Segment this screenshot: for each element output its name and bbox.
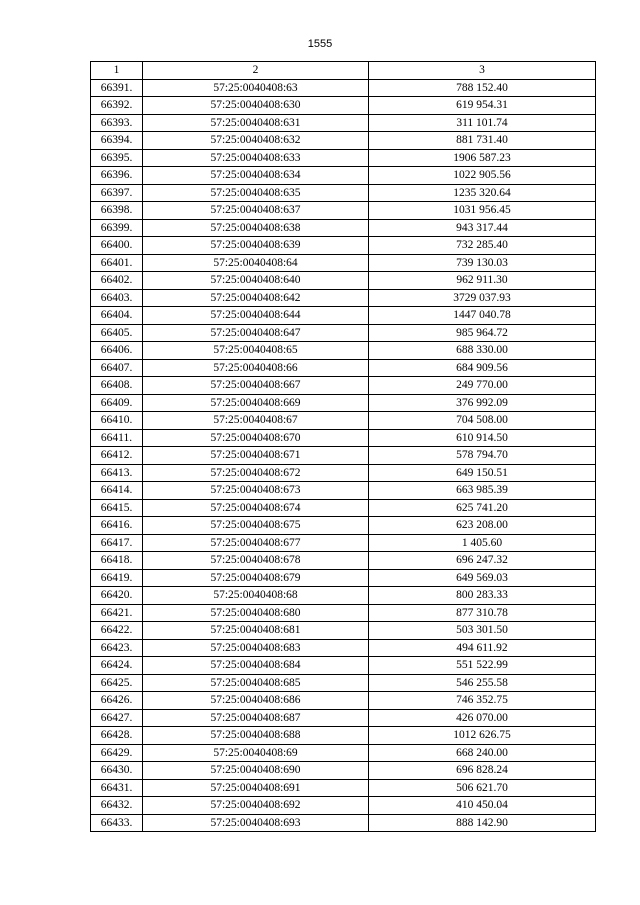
cadastral-number-cell: 57:25:0040408:632 [143, 132, 369, 150]
value-cell: 704 508.00 [369, 412, 596, 430]
row-number-cell: 66402. [91, 272, 143, 290]
column-header: 1 [91, 62, 143, 80]
table-row [91, 132, 596, 150]
table-row [91, 237, 596, 255]
value-cell: 649 569.03 [369, 569, 596, 587]
table-row [91, 377, 596, 395]
value-cell: 684 909.56 [369, 359, 596, 377]
table-row [91, 394, 596, 412]
table-row [91, 184, 596, 202]
row-number-cell: 66428. [91, 727, 143, 745]
table-row [91, 499, 596, 517]
table-row [91, 779, 596, 797]
table-row [91, 604, 596, 622]
value-cell: 619 954.31 [369, 97, 596, 115]
row-number-cell: 66421. [91, 604, 143, 622]
value-cell: 943 317.44 [369, 219, 596, 237]
row-number-cell: 66397. [91, 184, 143, 202]
row-number-cell: 66391. [91, 79, 143, 97]
row-number-cell: 66422. [91, 622, 143, 640]
table-row [91, 167, 596, 185]
table-row [91, 114, 596, 132]
cadastral-number-cell: 57:25:0040408:642 [143, 289, 369, 307]
cadastral-number-cell: 57:25:0040408:637 [143, 202, 369, 220]
row-number-cell: 66425. [91, 674, 143, 692]
table-body [91, 79, 596, 832]
cadastral-number-cell: 57:25:0040408:639 [143, 237, 369, 255]
value-cell: 1447 040.78 [369, 307, 596, 325]
cadastral-number-cell: 57:25:0040408:647 [143, 324, 369, 342]
cadastral-number-cell: 57:25:0040408:684 [143, 657, 369, 675]
cadastral-number-cell: 57:25:0040408:685 [143, 674, 369, 692]
cadastral-number-cell: 57:25:0040408:640 [143, 272, 369, 290]
value-cell: 546 255.58 [369, 674, 596, 692]
row-number-cell: 66405. [91, 324, 143, 342]
cadastral-number-cell: 57:25:0040408:633 [143, 149, 369, 167]
cadastral-number-cell: 57:25:0040408:680 [143, 604, 369, 622]
row-number-cell: 66408. [91, 377, 143, 395]
row-number-cell: 66427. [91, 709, 143, 727]
cadastral-number-cell: 57:25:0040408:644 [143, 307, 369, 325]
table-row [91, 429, 596, 447]
cadastral-number-cell: 57:25:0040408:631 [143, 114, 369, 132]
cadastral-number-cell: 57:25:0040408:669 [143, 394, 369, 412]
row-number-cell: 66426. [91, 692, 143, 710]
row-number-cell: 66419. [91, 569, 143, 587]
cadastral-number-cell: 57:25:0040408:674 [143, 499, 369, 517]
table-row [91, 97, 596, 115]
cadastral-number-cell: 57:25:0040408:693 [143, 814, 369, 832]
table-row [91, 324, 596, 342]
value-cell: 578 794.70 [369, 447, 596, 465]
cadastral-number-cell: 57:25:0040408:678 [143, 552, 369, 570]
value-cell: 888 142.90 [369, 814, 596, 832]
table-row [91, 272, 596, 290]
cadastral-number-cell: 57:25:0040408:634 [143, 167, 369, 185]
table-row [91, 727, 596, 745]
table-row [91, 622, 596, 640]
row-number-cell: 66410. [91, 412, 143, 430]
page-number: 1555 [307, 38, 333, 50]
table-row [91, 552, 596, 570]
cadastral-number-cell: 57:25:0040408:681 [143, 622, 369, 640]
row-number-cell: 66400. [91, 237, 143, 255]
row-number-cell: 66433. [91, 814, 143, 832]
cadastral-number-cell: 57:25:0040408:677 [143, 534, 369, 552]
row-number-cell: 66403. [91, 289, 143, 307]
cadastral-number-cell: 57:25:0040408:672 [143, 464, 369, 482]
column-header: 3 [369, 62, 596, 80]
row-number-cell: 66413. [91, 464, 143, 482]
row-number-cell: 66412. [91, 447, 143, 465]
cadastral-number-cell: 57:25:0040408:66 [143, 359, 369, 377]
value-cell: 732 285.40 [369, 237, 596, 255]
cadastral-number-cell: 57:25:0040408:635 [143, 184, 369, 202]
table-row [91, 709, 596, 727]
table-row [91, 534, 596, 552]
cadastral-number-cell: 57:25:0040408:690 [143, 762, 369, 780]
table-row [91, 289, 596, 307]
row-number-cell: 66392. [91, 97, 143, 115]
table-row [91, 762, 596, 780]
row-number-cell: 66399. [91, 219, 143, 237]
cadastral-number-cell: 57:25:0040408:69 [143, 744, 369, 762]
table-row [91, 692, 596, 710]
cadastral-number-cell: 57:25:0040408:667 [143, 377, 369, 395]
row-number-cell: 66420. [91, 587, 143, 605]
table-row [91, 482, 596, 500]
row-number-cell: 66393. [91, 114, 143, 132]
value-cell: 739 130.03 [369, 254, 596, 272]
cadastral-number-cell: 57:25:0040408:688 [143, 727, 369, 745]
table-row [91, 219, 596, 237]
value-cell: 696 247.32 [369, 552, 596, 570]
value-cell: 746 352.75 [369, 692, 596, 710]
value-cell: 503 301.50 [369, 622, 596, 640]
cadastral-number-cell: 57:25:0040408:683 [143, 639, 369, 657]
table-row [91, 517, 596, 535]
value-cell: 551 522.99 [369, 657, 596, 675]
value-cell: 494 611.92 [369, 639, 596, 657]
row-number-cell: 66431. [91, 779, 143, 797]
value-cell: 1022 905.56 [369, 167, 596, 185]
cadastral-number-cell: 57:25:0040408:673 [143, 482, 369, 500]
cadastral-number-cell: 57:25:0040408:679 [143, 569, 369, 587]
table-row [91, 744, 596, 762]
table-header-row [91, 62, 596, 80]
row-number-cell: 66396. [91, 167, 143, 185]
row-number-cell: 66404. [91, 307, 143, 325]
cadastral-number-cell: 57:25:0040408:687 [143, 709, 369, 727]
row-number-cell: 66398. [91, 202, 143, 220]
row-number-cell: 66432. [91, 797, 143, 815]
value-cell: 506 621.70 [369, 779, 596, 797]
row-number-cell: 66418. [91, 552, 143, 570]
row-number-cell: 66414. [91, 482, 143, 500]
value-cell: 877 310.78 [369, 604, 596, 622]
value-cell: 1906 587.23 [369, 149, 596, 167]
table-row [91, 412, 596, 430]
cadastral-number-cell: 57:25:0040408:67 [143, 412, 369, 430]
table-row [91, 254, 596, 272]
cadastral-number-cell: 57:25:0040408:675 [143, 517, 369, 535]
value-cell: 668 240.00 [369, 744, 596, 762]
table-row [91, 797, 596, 815]
row-number-cell: 66411. [91, 429, 143, 447]
row-number-cell: 66415. [91, 499, 143, 517]
row-number-cell: 66423. [91, 639, 143, 657]
table-row [91, 307, 596, 325]
table-row [91, 569, 596, 587]
cadastral-number-cell: 57:25:0040408:671 [143, 447, 369, 465]
row-number-cell: 66417. [91, 534, 143, 552]
row-number-cell: 66424. [91, 657, 143, 675]
table-row [91, 447, 596, 465]
value-cell: 788 152.40 [369, 79, 596, 97]
row-number-cell: 66407. [91, 359, 143, 377]
value-cell: 426 070.00 [369, 709, 596, 727]
value-cell: 962 911.30 [369, 272, 596, 290]
row-number-cell: 66416. [91, 517, 143, 535]
value-cell: 410 450.04 [369, 797, 596, 815]
table-row [91, 674, 596, 692]
cadastral-number-cell: 57:25:0040408:692 [143, 797, 369, 815]
value-cell: 311 101.74 [369, 114, 596, 132]
cadastral-number-cell: 57:25:0040408:630 [143, 97, 369, 115]
value-cell: 1235 320.64 [369, 184, 596, 202]
value-cell: 1012 626.75 [369, 727, 596, 745]
cadastral-number-cell: 57:25:0040408:691 [143, 779, 369, 797]
cadastral-number-cell: 57:25:0040408:638 [143, 219, 369, 237]
row-number-cell: 66401. [91, 254, 143, 272]
row-number-cell: 66429. [91, 744, 143, 762]
cadastral-number-cell: 57:25:0040408:670 [143, 429, 369, 447]
value-cell: 881 731.40 [369, 132, 596, 150]
value-cell: 623 208.00 [369, 517, 596, 535]
value-cell: 625 741.20 [369, 499, 596, 517]
value-cell: 249 770.00 [369, 377, 596, 395]
table-row [91, 149, 596, 167]
cadastral-number-cell: 57:25:0040408:65 [143, 342, 369, 360]
value-cell: 1 405.60 [369, 534, 596, 552]
row-number-cell: 66409. [91, 394, 143, 412]
table-row [91, 639, 596, 657]
value-cell: 696 828.24 [369, 762, 596, 780]
value-cell: 800 283.33 [369, 587, 596, 605]
cadastral-number-cell: 57:25:0040408:64 [143, 254, 369, 272]
value-cell: 663 985.39 [369, 482, 596, 500]
row-number-cell: 66430. [91, 762, 143, 780]
table-row [91, 342, 596, 360]
row-number-cell: 66395. [91, 149, 143, 167]
data-table [90, 61, 596, 832]
table-row [91, 464, 596, 482]
cadastral-number-cell: 57:25:0040408:68 [143, 587, 369, 605]
value-cell: 3729 037.93 [369, 289, 596, 307]
value-cell: 1031 956.45 [369, 202, 596, 220]
row-number-cell: 66394. [91, 132, 143, 150]
row-number-cell: 66406. [91, 342, 143, 360]
value-cell: 610 914.50 [369, 429, 596, 447]
table-row [91, 814, 596, 832]
value-cell: 376 992.09 [369, 394, 596, 412]
value-cell: 688 330.00 [369, 342, 596, 360]
table-row [91, 79, 596, 97]
column-header: 2 [143, 62, 369, 80]
value-cell: 985 964.72 [369, 324, 596, 342]
cadastral-number-cell: 57:25:0040408:686 [143, 692, 369, 710]
table-row [91, 202, 596, 220]
cadastral-number-cell: 57:25:0040408:63 [143, 79, 369, 97]
table-row [91, 359, 596, 377]
table-row [91, 657, 596, 675]
value-cell: 649 150.51 [369, 464, 596, 482]
table-row [91, 587, 596, 605]
